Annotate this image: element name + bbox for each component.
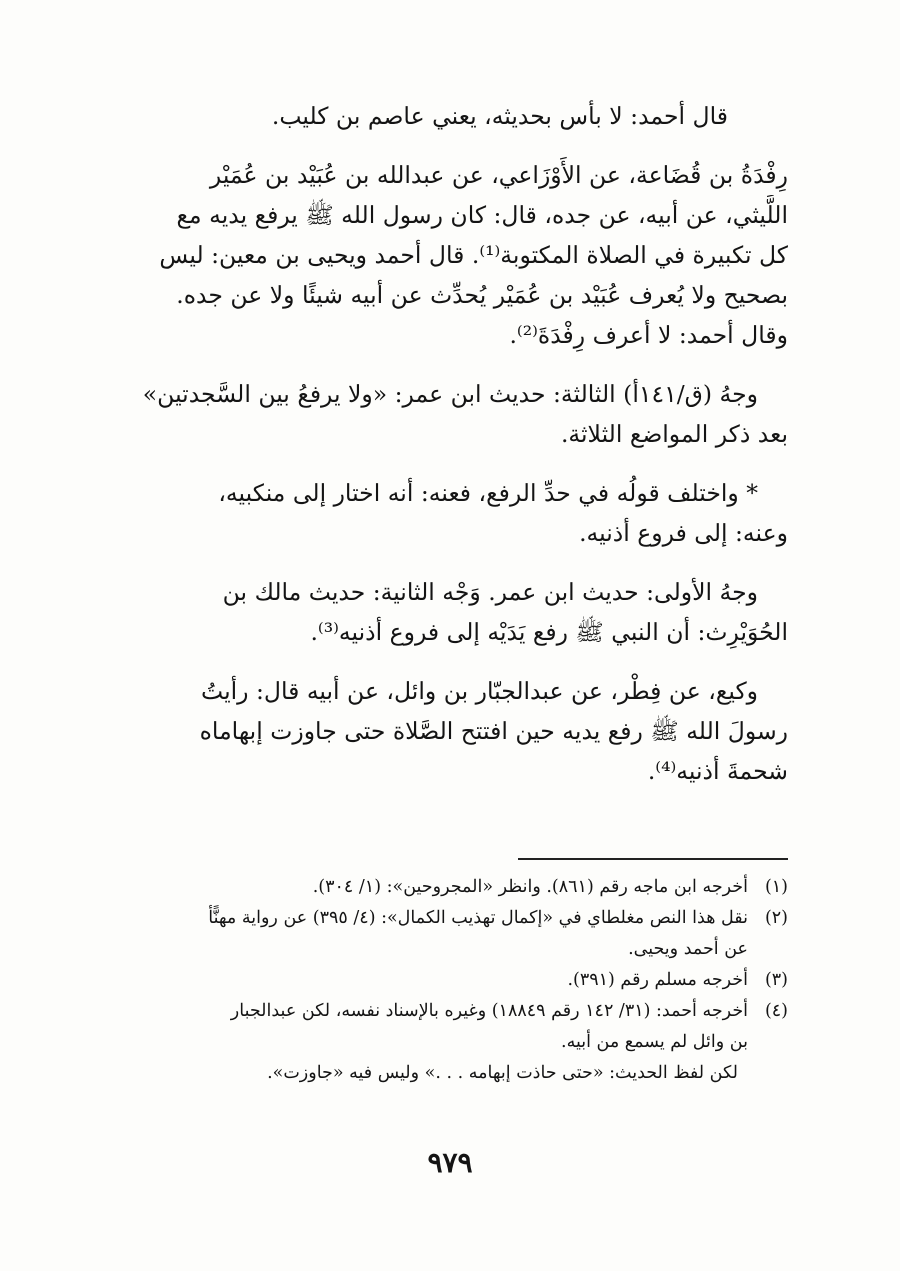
page-number: ٩٧٩	[427, 1146, 473, 1179]
footnote-text: أخرجه مسلم رقم (٣٩١).	[567, 970, 748, 990]
footnote-text: عن أحمد ويحيى.	[628, 939, 748, 959]
footnote-separator	[518, 858, 788, 860]
footnote-2	[112, 903, 788, 965]
text-line: رِفْدَةُ بن قُضَاعة، عن الأَوْزَاعي، عن عبدالله بن عُبَيْد بن عُمَيْر	[209, 161, 788, 189]
text-line: شحمةَ أذنيه⁽⁴⁾.	[647, 757, 788, 785]
footnote-text: بن وائل لم يسمع من أبيه.	[561, 1032, 748, 1052]
text-line: * واختلف قولُه في حدِّ الرفع، فعنه: أنه اختار إلى منكبيه،	[218, 479, 758, 507]
text-line: الحُوَيْرِث: أن النبي ﷺ رفع يَدَيْه إلى فروع أذنيه⁽³⁾.	[310, 618, 788, 646]
main-text	[112, 96, 788, 810]
text-line: وكيع، عن فِطْر، عن عبدالجبّار بن وائل، عن أبيه قال: رأيتُ	[201, 677, 758, 705]
footnote-number: (٢)	[764, 908, 788, 928]
paragraph-2	[112, 155, 788, 355]
paragraph-1	[112, 96, 788, 136]
text-line: بصحيح ولا يُعرف عُبَيْد بن عُمَيْر يُحدِّث عن أبيه شيئًا ولا عن جده.	[176, 281, 788, 309]
text-line: وجهُ الأولى: حديث ابن عمر. وَجْه الثانية: حديث مالك بن	[222, 578, 758, 606]
text-line: كل تكبيرة في الصلاة المكتوبة⁽¹⁾. قال أحمد ويحيى بن معين: ليس	[159, 241, 788, 269]
text-line: وعنه: إلى فروع أذنيه.	[579, 519, 788, 547]
footnote-number: (١)	[764, 877, 788, 897]
footnote-text: لكن لفظ الحديث: «حتى حاذت إبهامه . . .» وليس فيه «جاوزت».	[267, 1063, 738, 1083]
footnote-number: (٤)	[764, 1001, 788, 1021]
text-line: وقال أحمد: لا أعرف رِفْدَةَ⁽²⁾.	[509, 321, 788, 349]
footnote-text: أخرجه ابن ماجه رقم (٨٦١). وانظر «المجروحين»: (١/ ٣٠٤).	[312, 877, 748, 897]
text-line: وجهُ (ق/١٤١أ) الثالثة: حديث ابن عمر: «ولا يرفعُ بين السَّجدتين»	[142, 380, 758, 408]
text-line: رسولَ الله ﷺ رفع يديه حين افتتح الصَّلاة حتى جاوزت إبهاماه	[199, 717, 788, 745]
paragraph-3	[112, 374, 788, 454]
footnote-number: (٣)	[764, 970, 788, 990]
text-line: قال أحمد: لا بأس بحديثه، يعني عاصم بن كليب.	[271, 102, 728, 130]
text-line: اللَّيثي، عن أبيه، عن جده، قال: كان رسول الله ﷺ يرفع يديه مع	[176, 201, 788, 229]
footnote-text: نقل هذا النص مغلطاي في «إكمال تهذيب الكمال»: (٤/ ٣٩٥) عن رواية مهنًّأ	[208, 908, 748, 928]
paragraph-6	[112, 671, 788, 791]
footnotes	[112, 872, 788, 1089]
paragraph-4	[112, 473, 788, 553]
footnote-1	[112, 872, 788, 903]
paragraph-5	[112, 572, 788, 652]
footnote-4	[112, 996, 788, 1089]
footnote-3	[112, 965, 788, 996]
text-line: بعد ذكر المواضع الثلاثة.	[560, 420, 788, 448]
footnote-text: أخرجه أحمد: (٣١/ ١٤٢ رقم ١٨٨٤٩) وغيره بالإسناد نفسه، لكن عبدالجبار	[230, 1001, 748, 1021]
